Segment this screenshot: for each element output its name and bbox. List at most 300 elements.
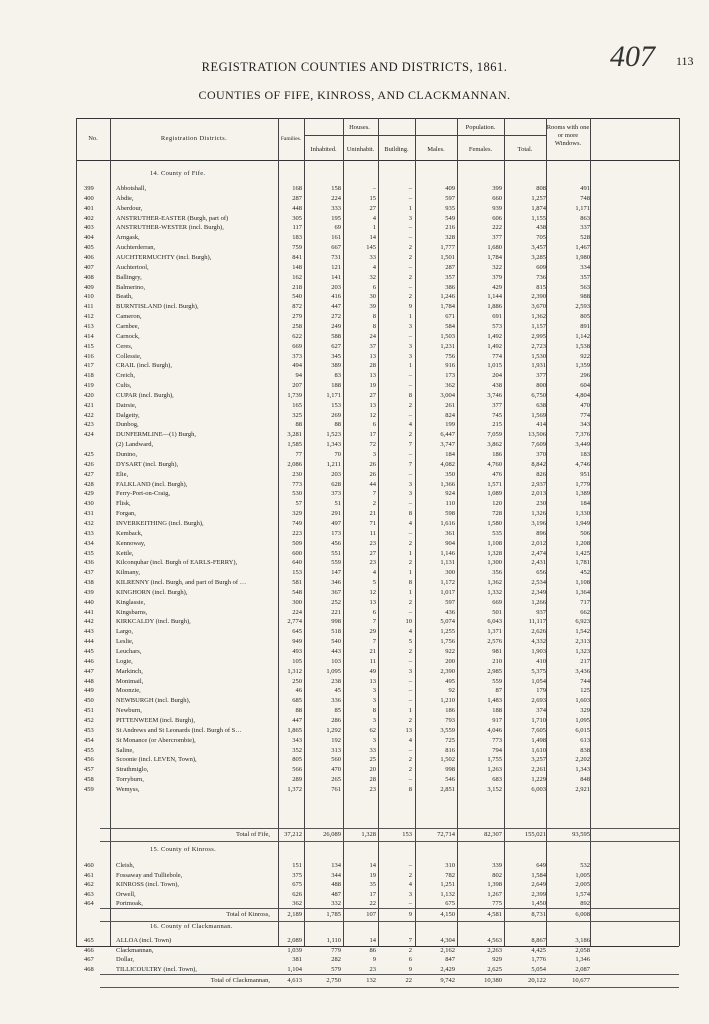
- houses-uninhabited: 4: [372, 214, 376, 222]
- houses-building: 2: [408, 598, 412, 606]
- total-rule: [100, 921, 679, 922]
- families: 223: [292, 529, 302, 537]
- total-rule: [100, 908, 679, 909]
- families: 250: [292, 677, 302, 685]
- table-row: [0, 558, 709, 568]
- males: 671: [445, 313, 455, 321]
- families: 1,104: [287, 965, 302, 973]
- houses-inhabited: 487: [331, 890, 341, 898]
- males: 4,304: [440, 937, 455, 944]
- females: 188: [492, 707, 502, 715]
- district-number: 465: [84, 937, 94, 944]
- table-row: [0, 470, 709, 480]
- females: 3,862: [487, 441, 502, 449]
- families: 88: [295, 421, 302, 429]
- houses-uninhabited: 7: [372, 638, 376, 646]
- houses-inhabited: 70: [334, 451, 341, 458]
- houses-inhabited: 1,785: [326, 911, 341, 918]
- males: 1,246: [440, 293, 455, 301]
- table-row: [0, 861, 709, 871]
- houses-inhabited: 121: [331, 263, 341, 271]
- females: 2,985: [487, 667, 502, 675]
- table-row: [0, 273, 709, 283]
- houses-inhabited: 627: [331, 342, 341, 350]
- females: 683: [492, 776, 502, 783]
- total-label: Total of Fife,: [235, 831, 270, 838]
- district-number: 413: [84, 322, 94, 330]
- houses-building: –: [408, 234, 412, 242]
- houses-inhabited: 497: [331, 519, 341, 527]
- district-number: 447: [84, 667, 94, 675]
- families: 230: [292, 470, 302, 478]
- houses-uninhabited: 4: [372, 263, 376, 271]
- district-number: 449: [84, 687, 94, 695]
- col-header-rooms: Rooms with one or more Windows.: [546, 124, 590, 147]
- houses-uninhabited: 62: [369, 726, 376, 734]
- rooms: 296: [580, 372, 590, 380]
- population-total: 5,054: [531, 965, 546, 973]
- houses-building: –: [408, 411, 412, 419]
- district-name: Carnock,: [116, 332, 140, 340]
- houses-inhabited: 1,292: [326, 726, 341, 734]
- district-number: 407: [84, 263, 94, 271]
- females: 606: [492, 214, 502, 222]
- district-number: 434: [84, 539, 94, 547]
- table-row: [0, 223, 709, 233]
- rooms: 744: [580, 677, 590, 685]
- district-name: Forgan,: [116, 510, 136, 518]
- houses-inhabited: 1,110: [326, 937, 341, 944]
- females: 773: [492, 736, 502, 744]
- district-name: Arngask,: [116, 234, 140, 242]
- families: 77: [295, 451, 302, 458]
- females: 660: [492, 194, 502, 202]
- table-row: [0, 677, 709, 687]
- district-name: KILRENNY (incl. Burgh, and part of Burgh of …: [116, 579, 247, 586]
- table-row: [0, 361, 709, 371]
- rooms: 7,376: [575, 431, 590, 439]
- district-number: 450: [84, 697, 94, 705]
- population-total: 1,530: [531, 352, 546, 360]
- table-row: [0, 647, 709, 657]
- houses-building: 3: [408, 214, 412, 222]
- population-total: 937: [536, 608, 546, 616]
- district-number: 463: [84, 890, 94, 898]
- population-total: 656: [536, 569, 546, 577]
- houses-inhabited: 188: [331, 382, 341, 389]
- houses-inhabited: 2,750: [326, 977, 341, 984]
- table-row: [0, 890, 709, 900]
- males: 1,146: [440, 549, 455, 557]
- houses-inhabited: 26,089: [323, 831, 341, 838]
- houses-uninhabited: 13: [369, 598, 376, 606]
- table-row: [0, 371, 709, 381]
- families: 224: [292, 608, 302, 616]
- houses-inhabited: 1,171: [326, 391, 341, 399]
- houses-inhabited: 667: [331, 244, 341, 252]
- population-total: 1,257: [531, 194, 546, 202]
- houses-uninhabited: 3: [372, 697, 376, 705]
- houses-inhabited: 203: [331, 283, 341, 291]
- females: 7,059: [487, 431, 502, 439]
- population-total: 377: [536, 372, 546, 380]
- population-total: 7,609: [531, 441, 546, 449]
- houses-building: 3: [408, 490, 412, 498]
- houses-building: –: [408, 224, 412, 232]
- houses-building: 1: [408, 204, 412, 212]
- district-name: Auchtertool,: [116, 263, 149, 271]
- females: 1,144: [487, 293, 502, 301]
- houses-building: 1: [408, 707, 412, 715]
- table-row: [0, 322, 709, 332]
- males: 386: [445, 283, 455, 291]
- rooms: 1,538: [575, 342, 590, 350]
- district-name: BURNTISLAND (incl. Burgh),: [116, 303, 199, 311]
- district-number: 435: [84, 549, 94, 557]
- houses-building: –: [408, 194, 412, 202]
- district-number: 445: [84, 648, 94, 655]
- district-name: Collessie,: [116, 352, 142, 360]
- houses-uninhabited: 25: [369, 756, 376, 764]
- population-total: 20,122: [528, 977, 546, 984]
- district-number: 439: [84, 588, 94, 596]
- houses-inhabited: 518: [331, 628, 341, 636]
- district-name: TILLICOULTRY (incl. Town),: [116, 965, 197, 973]
- males: 847: [445, 956, 455, 963]
- population-total: 896: [536, 529, 546, 537]
- houses-building: 13: [405, 726, 412, 734]
- district-name: Ceres,: [116, 342, 133, 350]
- rooms: 1,108: [575, 579, 590, 586]
- population-total: 155,021: [524, 831, 546, 838]
- houses-building: 7: [408, 441, 412, 449]
- females: 1,492: [487, 332, 502, 340]
- district-name: Dunbog,: [116, 421, 139, 429]
- families: 581: [292, 579, 302, 586]
- population-total: 13,506: [528, 431, 546, 439]
- district-number: 442: [84, 618, 94, 626]
- table-row: [0, 965, 709, 975]
- col-header-houses: Houses.: [349, 124, 370, 131]
- families: 949: [292, 638, 302, 646]
- houses-building: 22: [405, 977, 412, 984]
- table-row: [0, 617, 709, 627]
- houses-inhabited: 103: [331, 657, 341, 665]
- table-row: [0, 627, 709, 637]
- population-total: 230: [536, 500, 546, 508]
- table-row: [0, 871, 709, 881]
- males: 922: [445, 648, 455, 655]
- houses-inhabited: 447: [331, 303, 341, 311]
- houses-uninhabited: 23: [369, 965, 376, 973]
- families: 352: [292, 746, 302, 754]
- females: 4,760: [487, 460, 502, 468]
- rooms: 125: [580, 687, 590, 695]
- houses-building: –: [408, 862, 412, 869]
- females: 339: [492, 862, 502, 869]
- rooms: 1,359: [575, 362, 590, 370]
- total-row: [0, 976, 709, 986]
- houses-inhabited: 69: [334, 224, 341, 232]
- population-sub-rule: [415, 135, 546, 136]
- males: 1,210: [440, 697, 455, 705]
- section-heading: 16. County of Clackmannan.: [150, 923, 233, 930]
- females: 1,332: [487, 588, 502, 596]
- females: 939: [492, 204, 502, 212]
- houses-building: 5: [408, 638, 412, 646]
- houses-uninhabited: 6: [372, 421, 376, 429]
- rooms: 1,171: [575, 204, 590, 212]
- families: 153: [292, 569, 302, 577]
- district-name: Kemback,: [116, 529, 143, 537]
- district-name: Clackmannan,: [116, 946, 154, 954]
- males: 1,502: [440, 756, 455, 764]
- houses-uninhabited: 3: [372, 687, 376, 695]
- families: 675: [292, 881, 302, 888]
- population-total: 1,450: [531, 900, 546, 907]
- families: 872: [292, 303, 302, 311]
- houses-building: 8: [408, 391, 412, 399]
- rooms: 1,389: [575, 490, 590, 498]
- houses-inhabited: 141: [331, 273, 341, 281]
- table-row: [0, 726, 709, 736]
- rooms: 1,142: [575, 332, 590, 340]
- rooms: 892: [580, 900, 590, 907]
- males: 1,255: [440, 628, 455, 636]
- females: 2,263: [487, 946, 502, 954]
- houses-building: 8: [408, 785, 412, 793]
- males: 1,784: [440, 303, 455, 311]
- females: 1,371: [487, 628, 502, 636]
- houses-inhabited: 367: [331, 588, 341, 596]
- females: 1,571: [487, 480, 502, 488]
- district-number: 424: [84, 431, 94, 439]
- houses-uninhabited: 20: [369, 766, 376, 774]
- families: 207: [292, 382, 302, 389]
- table-row: [0, 946, 709, 956]
- rooms: 1,425: [575, 549, 590, 557]
- houses-inhabited: 344: [331, 871, 341, 879]
- houses-uninhabited: 39: [369, 303, 376, 311]
- district-number: 404: [84, 234, 94, 242]
- population-total: 705: [536, 234, 546, 242]
- houses-inhabited: 373: [331, 490, 341, 498]
- population-total: 8,842: [531, 460, 546, 468]
- houses-uninhabited: 4: [372, 569, 376, 577]
- houses-inhabited: 346: [331, 579, 341, 586]
- houses-inhabited: 238: [331, 677, 341, 685]
- population-total: 1,874: [531, 204, 546, 212]
- population-total: 3,257: [531, 756, 546, 764]
- families: 2,089: [287, 937, 302, 944]
- males: 310: [445, 862, 455, 869]
- table-row: [0, 736, 709, 746]
- families: 622: [292, 332, 302, 340]
- houses-building: 2: [408, 244, 412, 252]
- population-total: 438: [536, 224, 546, 232]
- district-name: Kilmany,: [116, 569, 140, 577]
- females: 1,267: [487, 890, 502, 898]
- district-name: Scoonie (incl. LEVEN, Town),: [116, 756, 197, 764]
- population-total: 826: [536, 470, 546, 478]
- rooms: 184: [580, 500, 590, 508]
- females: 981: [492, 648, 502, 655]
- families: 218: [292, 283, 302, 291]
- males: 173: [445, 372, 455, 380]
- families: 117: [292, 224, 302, 232]
- females: 3,746: [487, 391, 502, 399]
- females: 222: [492, 224, 502, 232]
- population-total: 1,266: [531, 598, 546, 606]
- houses-building: 9: [408, 911, 412, 918]
- col-header-districts: Registration Districts.: [160, 135, 228, 142]
- district-name: Kingsbarns,: [116, 608, 148, 616]
- houses-building: 7: [408, 460, 412, 468]
- houses-building: 2: [408, 871, 412, 879]
- houses-building: –: [408, 283, 412, 291]
- females: 2,576: [487, 638, 502, 646]
- total-row: [0, 830, 709, 840]
- females: 379: [492, 273, 502, 281]
- females: 669: [492, 598, 502, 606]
- district-name: Auchterderran,: [116, 244, 156, 252]
- table-row: [0, 568, 709, 578]
- district-name: DYSART (incl. Burgh),: [116, 460, 179, 468]
- district-number: 467: [84, 956, 94, 963]
- families: 343: [292, 736, 302, 744]
- rooms: 951: [580, 470, 590, 478]
- population-total: 7,605: [531, 726, 546, 734]
- district-number: 456: [84, 756, 94, 764]
- population-total: 1,610: [531, 746, 546, 754]
- houses-uninhabited: 28: [369, 362, 376, 370]
- district-number: 426: [84, 460, 94, 468]
- houses-inhabited: 389: [331, 362, 341, 370]
- houses-building: –: [408, 697, 412, 705]
- district-number: 427: [84, 470, 94, 478]
- district-name: Saline,: [116, 746, 134, 754]
- families: 373: [292, 352, 302, 360]
- district-name: KINROSS (incl. Town),: [116, 881, 179, 888]
- families: 300: [292, 598, 302, 606]
- rooms: 748: [580, 194, 590, 202]
- males: 824: [445, 411, 455, 419]
- district-number: 418: [84, 372, 94, 380]
- district-number: 408: [84, 273, 94, 281]
- rooms: 329: [580, 707, 590, 715]
- houses-building: –: [408, 746, 412, 754]
- houses-inhabited: 779: [331, 946, 341, 954]
- rooms: 1,208: [575, 539, 590, 547]
- district-name: CRAIL (incl. Burgh),: [116, 362, 172, 370]
- population-total: 638: [536, 401, 546, 409]
- families: 287: [292, 194, 302, 202]
- houses-uninhabited: 13: [369, 401, 376, 409]
- rooms: 528: [580, 234, 590, 242]
- males: 200: [445, 657, 455, 665]
- district-number: 425: [84, 451, 94, 458]
- rooms: 343: [580, 421, 590, 429]
- rooms: 93,595: [572, 831, 590, 838]
- population-total: 2,995: [531, 332, 546, 340]
- population-total: 2,431: [531, 559, 546, 567]
- families: 4,613: [287, 977, 302, 984]
- houses-building: –: [408, 608, 412, 616]
- district-name: ANSTRUTHER-WESTER (incl. Burgh),: [116, 224, 224, 232]
- houses-inhabited: 560: [331, 756, 341, 764]
- district-name: Aberdour,: [116, 204, 143, 212]
- males: 5,074: [440, 618, 455, 626]
- males: 72,714: [437, 831, 455, 838]
- table-row: [0, 499, 709, 509]
- houses-inhabited: 731: [331, 253, 341, 261]
- females: 377: [492, 401, 502, 409]
- houses-inhabited: 173: [331, 529, 341, 537]
- district-name: Balmerino,: [116, 283, 146, 291]
- rooms: 452: [580, 569, 590, 577]
- population-total: 2,013: [531, 490, 546, 498]
- col-header-inhabited: Inhabited.: [310, 146, 337, 153]
- males: 725: [445, 736, 455, 744]
- females: 775: [492, 900, 502, 907]
- houses-uninhabited: 3: [372, 451, 376, 458]
- houses-uninhabited: 49: [369, 667, 376, 675]
- houses-building: –: [408, 677, 412, 685]
- houses-building: 2: [408, 648, 412, 655]
- rooms: 4,804: [575, 391, 590, 399]
- houses-building: 3: [408, 352, 412, 360]
- houses-uninhabited: 26: [369, 470, 376, 478]
- males: 2,851: [440, 785, 455, 793]
- district-name: Dollar,: [116, 956, 134, 963]
- district-number: 441: [84, 608, 94, 616]
- males: 782: [445, 871, 455, 879]
- total-rule: [100, 841, 679, 842]
- houses-inhabited: 456: [331, 539, 341, 547]
- district-name: Wemyss,: [116, 785, 140, 793]
- table-row: [0, 588, 709, 598]
- houses-inhabited: 332: [331, 900, 341, 907]
- males: 1,231: [440, 342, 455, 350]
- rooms: 506: [580, 529, 590, 537]
- district-name: Abbotshall,: [116, 185, 147, 192]
- females: 1,263: [487, 766, 502, 774]
- table-row: [0, 292, 709, 302]
- houses-inhabited: 1,095: [326, 667, 341, 675]
- males: 1,777: [440, 244, 455, 252]
- females: 929: [492, 956, 502, 963]
- rooms: 604: [580, 382, 590, 389]
- rooms: 662: [580, 608, 590, 616]
- rooms: 1,343: [575, 766, 590, 774]
- houses-building: –: [408, 332, 412, 340]
- population-total: 410: [536, 657, 546, 665]
- families: 46: [295, 687, 302, 695]
- table-row: [0, 184, 709, 194]
- rooms: 183: [580, 451, 590, 458]
- females: 691: [492, 313, 502, 321]
- males: 1,501: [440, 253, 455, 261]
- houses-building: 2: [408, 401, 412, 409]
- district-number: 458: [84, 776, 94, 783]
- district-number: 459: [84, 785, 94, 793]
- houses-uninhabited: 37: [369, 342, 376, 350]
- females: 2,625: [487, 965, 502, 973]
- rooms: 1,779: [575, 480, 590, 488]
- district-number: 415: [84, 342, 94, 350]
- population-total: 2,649: [531, 881, 546, 888]
- houses-uninhabited: 3: [372, 736, 376, 744]
